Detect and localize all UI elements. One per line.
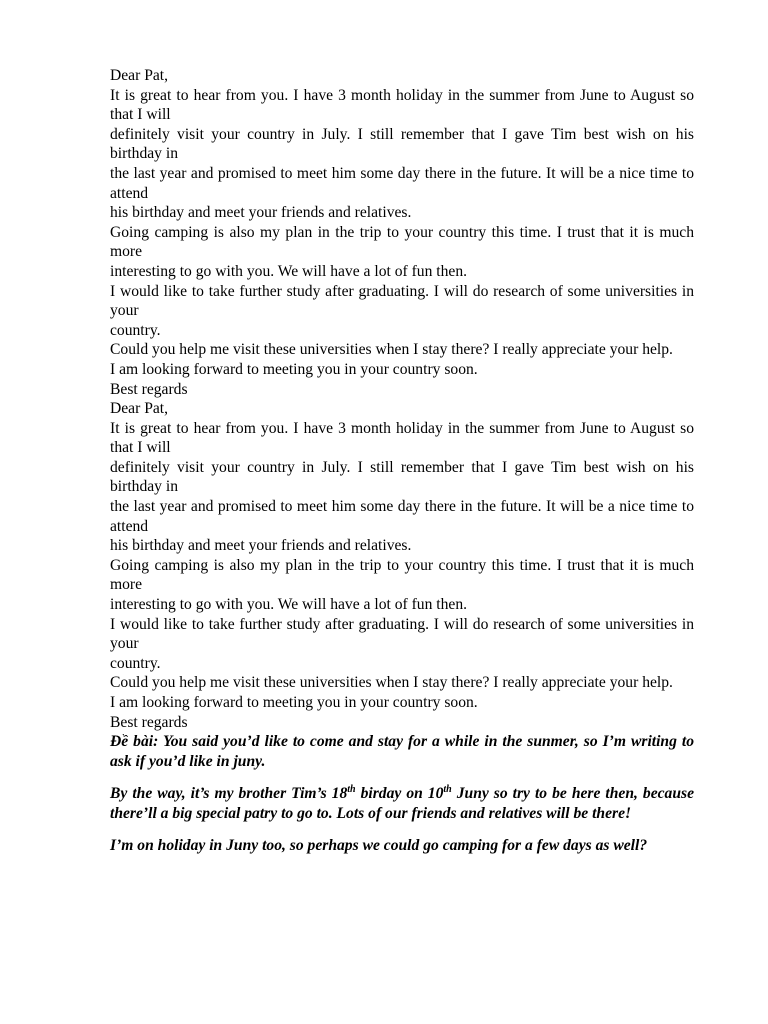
- prompt-paragraph-3: I’m on holiday in Juny too, so perhaps we could go camping for a few days as well?: [110, 837, 648, 855]
- letter-line: Could you help me visit these universities when I stay there? I really appreciate your help.: [110, 674, 673, 692]
- letter-line: Best regards: [110, 380, 188, 398]
- letter-line: definitely visit your country in July. I still remember that I gave Tim best wish on his birthday in: [110, 125, 694, 163]
- prompt-text: birday on 10: [355, 785, 444, 803]
- letter-line: the last year and promised to meet him some day there in the future. It will be a nice time to attend: [110, 498, 694, 535]
- prompt-text: By the way, it’s my brother Tim’s 18: [110, 785, 348, 803]
- letter-line: country.: [110, 321, 161, 339]
- letter-line: definitely visit your country in July. I still remember that I gave Tim best wish on his birthday in: [110, 458, 694, 496]
- letter-line: Best regards: [110, 713, 188, 731]
- letter-line: interesting to go with you. We will have a lot of fun then.: [110, 262, 468, 280]
- letter-line: interesting to go with you. We will have a lot of fun then.: [110, 596, 468, 614]
- letter-2: [110, 399, 694, 732]
- prompt-text: Juny so try to be here then, because there’ll a big special patry to go to. Lots of our friends and relatives will be there!: [110, 785, 694, 823]
- letter-line: Dear Pat,: [110, 400, 169, 418]
- letter-line: It is great to hear from you. I have 3 month holiday in the summer from June to August so that I will: [110, 419, 694, 457]
- letter-line: I would like to take further study after graduating. I will do research of some universities in your: [110, 282, 694, 320]
- prompt-paragraph-2: [110, 784, 694, 824]
- letter-line: I am looking forward to meeting you in your country soon.: [110, 360, 478, 378]
- ordinal-suffix: th: [347, 784, 356, 795]
- letter-1: [110, 66, 694, 399]
- letter-line: Dear Pat,: [110, 67, 169, 84]
- prompt-section: [110, 732, 694, 856]
- letter-line: country.: [110, 654, 161, 672]
- document-page: [110, 66, 694, 868]
- letter-line: Going camping is also my plan in the trip to your country this time. I trust that it is much more: [110, 223, 694, 261]
- letter-line: the last year and promised to meet him some day there in the future. It will be a nice time to attend: [110, 164, 694, 202]
- letter-line: I would like to take further study after graduating. I will do research of some universities in your: [110, 615, 694, 653]
- letter-line: Could you help me visit these universities when I stay there? I really appreciate your help.: [110, 341, 673, 359]
- letter-line: Going camping is also my plan in the trip to your country this time. I trust that it is much more: [110, 556, 694, 594]
- ordinal-suffix: th: [443, 784, 452, 795]
- letter-line: I am looking forward to meeting you in your country soon.: [110, 694, 478, 711]
- letter-line: his birthday and meet your friends and relatives.: [110, 537, 412, 555]
- letter-line: It is great to hear from you. I have 3 month holiday in the summer from June to August so that I will: [110, 86, 694, 124]
- letter-line: his birthday and meet your friends and relatives.: [110, 204, 412, 222]
- prompt-paragraph-1: Đề bài: You said you’d like to come and stay for a while in the sunmer, so I’m writing to ask if you’d like in juny.: [110, 733, 694, 771]
